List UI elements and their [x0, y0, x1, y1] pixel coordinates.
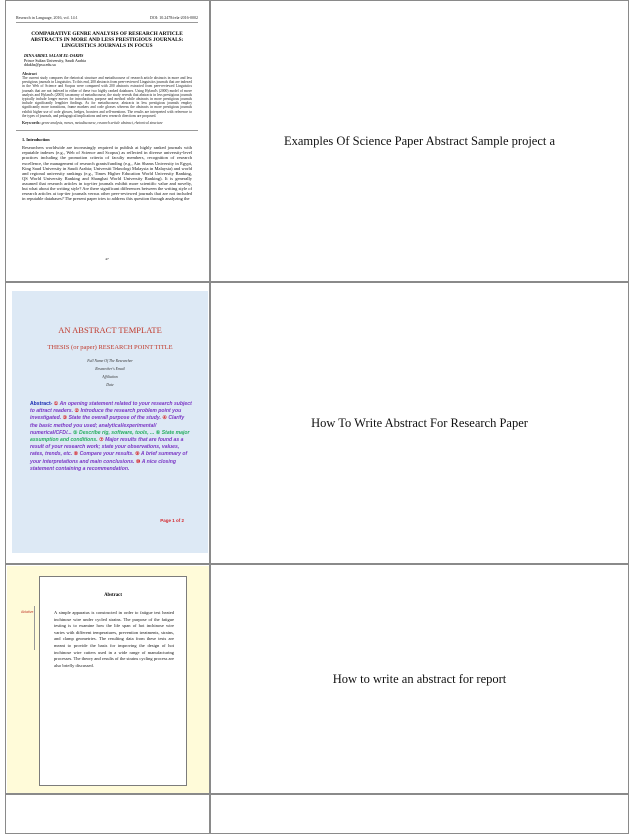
abstract-label: Abstract [22, 70, 37, 76]
researcher-date: Date [106, 383, 114, 387]
part-number: ③ [62, 415, 68, 422]
template-subheading: THESIS (or paper) RESEARCH POINT TITLE [47, 344, 173, 351]
body-text: Researchers worldwide are increasingly required to publish at highly ranked journals with reputable indexes (e.g., Web of Science and Scopus) as reflected in diverse university-level practices including the promotion criteria of faculty members, recognition of research excellence, the management of research grants/funding (e.g., Ain Shams University in Egypt, King Saud University in Saudi Arabia; Universiti Teknologi Malaysia in Malaysia) and world and regional university rankings (e.g., Times Higher Education World University Ranking, QS World University Ranking and Shanghai World University Ranking). It is generally assumed that research articles in top-tier journals exhibit more scientific value and novelty, but what about the writing style? Are there significant differences between the writing style of research articles at top-tier journals versus other peer-reviewed journals that are not included in reputable databases? The present paper tries to address this question through analyzing the [22, 145, 192, 202]
caption-text: How To Write Abstract For Research Paper [311, 415, 528, 430]
part-number: ④ [162, 415, 167, 422]
report-thumbnail [7, 566, 210, 793]
part-text: Introduce the research problem point you investigated. [30, 408, 182, 422]
caption-cell-4[interactable] [210, 794, 629, 834]
report-title: Abstract [104, 593, 122, 598]
researcher-name: Full Name Of The Researcher [87, 359, 133, 363]
abstract-text: The current study compares the rhetorical structure and metadiscourse of research article abstracts in more and less prestigious journals in Linguistics. To this end, 200 abstracts from peer-reviewed Linguistics journals that are indexed in the Web of Science and Scopus were compared with 200 abstracts extracted from peer-reviewed Linguistics journals that are not indexed in either of these two highly ranked databases. Using Hyland's (2000) model of move analysis and Hyland's (2005) taxonomy of metadiscourse, the study reveals that abstracts in less prestigious journals typically include longer moves for introduction, purpose and method while abstracts in more prestigious journals include significantly lengthier findings. As for metadiscourse, abstracts in less prestigious journals employ significantly more transitions, frame markers and code glosses whereas the abstracts in more prestigious journals exhibit higher use of code glosses, hedges, boosters and self-mentions. The results are interpreted with reference to the types of journals, and pedagogical implications and new research directions are proposed. [22, 75, 192, 118]
margin-note: Ablative [21, 610, 34, 614]
caption-cell-1[interactable] [210, 0, 629, 282]
keywords-text: genre analysis, moves, metadiscourse, research article abstract, rhetorical structure [41, 121, 163, 126]
abstract-label: Abstract- [30, 401, 53, 407]
part-text: A nice closing statement containing a recommendation. [30, 458, 177, 472]
part-text: State the overall purpose of the study. [68, 415, 161, 422]
researcher-meta [12, 357, 208, 389]
keywords-line [22, 121, 192, 125]
report-text: A simple apparatus is constructed in order to fatigue test heated inchinose wire under cycled strains. The purpose of the fatigue testing is to examine how the life span of hot inchinose wire varies with different temperatures, prevention treatments, strains, and clamp geometries. The resulting data from these tests are meant to provide the basis for improving the design of hot inchinose wire cutters used in a wide range of manufacturing processes. The theory and results of the strains cycling process are also briefly discussed. [54, 610, 174, 668]
section-heading: 1. Introduction [22, 137, 50, 143]
thumbnail-cell-3[interactable] [5, 564, 210, 794]
part-text: State major assumption and conditions. [30, 429, 190, 444]
journal-header [10, 5, 204, 20]
caption-text: How to write an abstract for report [332, 671, 507, 686]
author-affiliation: Prince Sultan University, Saudi Arabia [24, 57, 86, 63]
doi: DOI: 10.2478/rela-2016-0002 [150, 15, 198, 20]
template-heading: AN ABSTRACT TEMPLATE [58, 325, 162, 335]
part-number: ② [74, 408, 80, 415]
paper-title: COMPARATIVE GENRE ANALYSIS OF RESEARCH ARTICLE ABSTRACTS IN MORE AND LESS PRESTIGIOUS JOURNALS: LINGUISTICS JOURNALS IN FOCUS [30, 31, 184, 49]
caption-cell-2[interactable] [210, 282, 629, 564]
part-text: Describe rig, software, tools, ... [79, 429, 155, 436]
part-text: A brief summary of your interpretations and main conclusions. [30, 451, 188, 465]
header-rule [16, 22, 198, 23]
thumbnail-cell-2[interactable] [5, 282, 210, 564]
journal-name: Research in Language, 2016, vol. 14:1 [16, 15, 78, 20]
margin-bracket [34, 606, 38, 650]
report-page [39, 576, 187, 786]
thumbnail-cell-4[interactable] [5, 794, 210, 834]
part-number: ⑧ [73, 451, 79, 458]
caption-text: Examples Of Science Paper Abstract Sample project a [283, 133, 556, 148]
abstract-parts [30, 401, 192, 473]
part-text: Major results that are found as a result of your research work; state your observations, values, rates, trends, etc. [30, 437, 184, 458]
part-text: Clarify the basic method you used; analytical/experimental/ numerical/CFD/... [30, 415, 185, 436]
researcher-email: Researcher's Email [95, 367, 125, 371]
template-thumbnail [12, 291, 208, 553]
author-block [24, 54, 190, 68]
author-name: DINA ABDEL SALAM EL-DAKHS [24, 53, 84, 58]
part-number: ⑥ [155, 429, 161, 436]
page-indicator: Page 1 of 2 [160, 518, 184, 523]
part-text: An opening statement related to your research subject to attract readers. [30, 401, 192, 415]
part-number: ⑤ [73, 429, 78, 436]
author-email: ddakhs@psu.edu.sa [24, 62, 56, 68]
thumbnail-cell-1[interactable] [5, 0, 210, 282]
part-number: ⑦ [99, 437, 104, 444]
paper-thumbnail [10, 5, 204, 269]
part-number: ① [53, 401, 59, 407]
part-text: Compare your results. [79, 451, 134, 458]
part-number: ⑨ [135, 451, 140, 458]
page-number: 47 [105, 257, 109, 261]
keywords-label: Keywords: [22, 120, 41, 126]
caption-cell-3[interactable] [210, 564, 629, 794]
part-number: ⑩ [135, 458, 141, 465]
researcher-affiliation: Affiliation [102, 375, 118, 379]
section-rule [16, 130, 198, 131]
abstract-block [22, 72, 192, 125]
